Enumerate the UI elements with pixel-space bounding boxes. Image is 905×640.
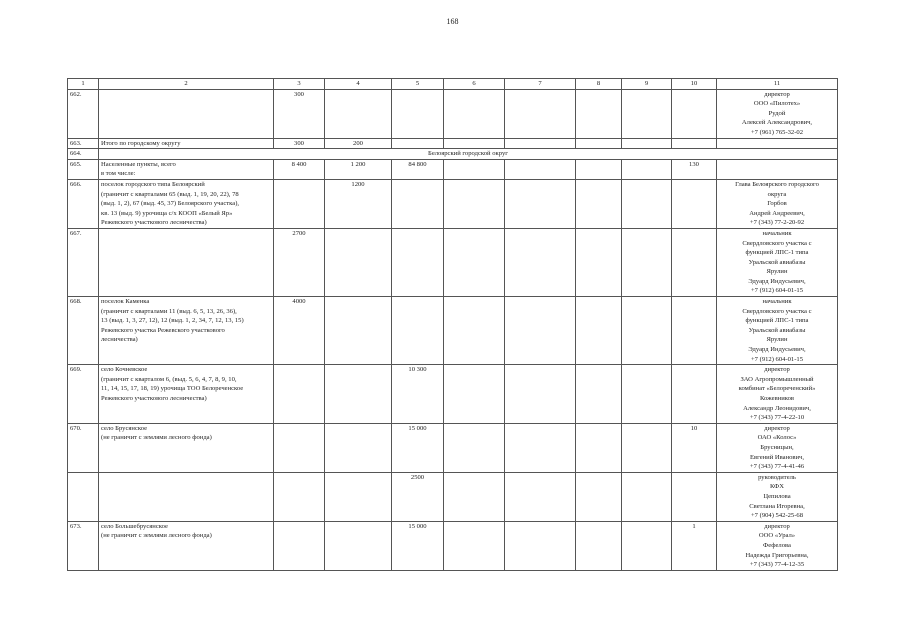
col-6-value (444, 472, 505, 521)
responsible-contact (717, 228, 838, 296)
col-10-value: 1 (672, 521, 717, 570)
col-10-value (672, 228, 717, 296)
col-10-value (672, 138, 717, 149)
settlement-name (99, 423, 274, 472)
contact-line: директор (764, 366, 790, 374)
col-4-value: 200 (325, 138, 392, 149)
row-number: 673. (68, 521, 99, 570)
col-8-value (576, 138, 622, 149)
col-9-value (622, 228, 672, 296)
contact-line: Ярулин (766, 268, 788, 276)
settlement-name-line: Населенные пункты, всего (101, 160, 176, 168)
col-3-value: 300 (274, 89, 325, 138)
col-3-value: 2700 (274, 228, 325, 296)
header-cell: 10 (672, 79, 717, 90)
responsible-contact (717, 179, 838, 228)
settlement-name (99, 297, 274, 365)
row-number: 670. (68, 423, 99, 472)
header-cell: 7 (505, 79, 576, 90)
contact-line: округа (767, 190, 787, 198)
row-number: 668. (68, 297, 99, 365)
settlement-name-line: Режевского участкового лесничества) (101, 219, 207, 227)
table-row (68, 89, 838, 138)
settlement-name-line: (граничит с кварталами 65 (выд. 1, 19, 20, 22), 78 (101, 190, 239, 198)
col-6-value (444, 159, 505, 179)
contact-line: КФХ (769, 483, 785, 491)
contact-line: Светлана Игоревна, (749, 502, 805, 510)
settlement-name (99, 228, 274, 296)
col-9-value (622, 365, 672, 424)
header-cell: 6 (444, 79, 505, 90)
row-number: 662. (68, 89, 99, 138)
settlement-name (99, 179, 274, 228)
settlement-name-line: село Брусянское (101, 424, 148, 432)
row-number: 665. (68, 159, 99, 179)
col-4-value (325, 89, 392, 138)
contact-line: функцией ЛПС-1 типа (745, 249, 809, 257)
header-cell: 9 (622, 79, 672, 90)
col-9-value (622, 138, 672, 149)
contact-line: +7 (904) 542-25-68 (750, 512, 804, 520)
contact-line: комбинат «Белореченский» (738, 385, 816, 393)
col-9-value (622, 179, 672, 228)
row-number: 664. (68, 149, 99, 160)
col-4-value (325, 228, 392, 296)
settlement-name (99, 472, 274, 521)
col-10-value: 130 (672, 159, 717, 179)
responsible-contact (717, 138, 838, 149)
row-number (68, 472, 99, 521)
row-number: 663. (68, 138, 99, 149)
col-3-value (274, 521, 325, 570)
col-7-value (505, 472, 576, 521)
col-9-value (622, 472, 672, 521)
col-5-value (392, 297, 444, 365)
col-6-value (444, 423, 505, 472)
col-6-value (444, 521, 505, 570)
col-3-value (274, 365, 325, 424)
col-6-value (444, 138, 505, 149)
col-3-value: 4000 (274, 297, 325, 365)
settlement-name-line: поселок Каменка (101, 298, 150, 306)
contact-line: Александр Леонидович, (743, 404, 811, 412)
col-4-value (325, 423, 392, 472)
contact-line: +7 (343) 77-2-20-92 (749, 219, 805, 227)
row-number: 666. (68, 179, 99, 228)
col-5-value: 15 000 (392, 423, 444, 472)
contact-line: начальник (762, 229, 792, 237)
row-number: 669. (68, 365, 99, 424)
responsible-contact (717, 423, 838, 472)
col-4-value (325, 365, 392, 424)
col-5-value: 84 800 (392, 159, 444, 179)
responsible-contact (717, 89, 838, 138)
settlement-name-line: (граничит с кварталом 6, (выд. 5, 6, 4, 7, 8, 9, 10, (101, 375, 237, 383)
col-5-value: 2500 (392, 472, 444, 521)
col-8-value (576, 472, 622, 521)
header-cell: 11 (717, 79, 838, 90)
table-header-row (68, 79, 838, 90)
responsible-contact (717, 365, 838, 424)
table-row (68, 297, 838, 365)
contact-line: ООО «Пилотех» (753, 100, 801, 108)
col-4-value (325, 521, 392, 570)
col-9-value (622, 423, 672, 472)
settlement-name-line: поселок городского типа Белоярский (101, 180, 205, 188)
col-4-value (325, 297, 392, 365)
col-4-value (325, 472, 392, 521)
responsible-contact (717, 159, 838, 179)
table-row (68, 423, 838, 472)
responsible-contact (717, 521, 838, 570)
table-row (68, 521, 838, 570)
contact-line: +7 (912) 604-01-15 (750, 355, 804, 363)
settlement-name-line: Режевского участка Режевского участкового (101, 326, 225, 334)
col-7-value (505, 365, 576, 424)
settlement-name-line: Итого по городскому округу (101, 139, 181, 147)
col-5-value: 15 000 (392, 521, 444, 570)
contact-line: Брусницын, (760, 443, 794, 451)
col-3-value (274, 423, 325, 472)
settlement-name-line: (не граничит с землями лесного фонда) (101, 434, 212, 442)
col-5-value (392, 228, 444, 296)
contact-line: +7 (912) 604-01-15 (750, 287, 804, 295)
settlement-name-line: 11, 14, 15, 17, 18, 19) урочища ТОО Белореченское (101, 385, 244, 393)
col-7-value (505, 138, 576, 149)
contact-line: Уральской авиабазы (748, 258, 806, 266)
contact-line: Глава Белоярского городского (735, 180, 819, 188)
col-7-value (505, 521, 576, 570)
col-9-value (622, 89, 672, 138)
contact-line: Свердловского участка с (742, 307, 812, 315)
settlement-name (99, 365, 274, 424)
section-title: Белоярский городской округ (99, 149, 838, 160)
contact-line: +7 (343) 77-4-22-10 (749, 414, 805, 422)
col-7-value (505, 228, 576, 296)
responsible-contact (717, 472, 838, 521)
contact-line: +7 (961) 765-32-02 (750, 128, 804, 136)
col-10-value (672, 365, 717, 424)
col-9-value (622, 159, 672, 179)
settlement-name-line: (граничит с кварталами 11 (выд. 6, 5, 13, 26, 36), (101, 307, 237, 315)
col-8-value (576, 521, 622, 570)
settlement-name-line: Режевского участкового лесничества) (101, 395, 207, 402)
contact-line: Цепилова (763, 492, 791, 500)
settlement-name-line: кв. 13 (выд. 9) урочища с/х КООП «Белый Яр» (101, 209, 233, 217)
contact-line: ОАО «Колос» (757, 434, 797, 442)
contact-line: Евгений Иванович, (749, 453, 805, 461)
col-5-value (392, 138, 444, 149)
col-10-value (672, 89, 717, 138)
col-7-value (505, 89, 576, 138)
contact-line: Свердловского участка с (742, 239, 812, 247)
col-5-value (392, 179, 444, 228)
contact-line: Андрей Андреевич, (749, 209, 805, 217)
settlement-name-line: (выд. 1, 2), 67 (выд. 45, 37) Белоярского участка), (101, 200, 240, 208)
contact-line: +7 (343) 77-4-41-46 (749, 463, 805, 471)
col-8-value (576, 297, 622, 365)
col-7-value (505, 179, 576, 228)
header-cell: 2 (99, 79, 274, 90)
col-5-value (392, 89, 444, 138)
data-table (67, 78, 838, 571)
settlement-name-line: (не граничит с землями лесного фонда) (101, 532, 212, 540)
settlement-name-line: село Большебрусянское (101, 522, 168, 530)
col-4-value: 1 200 (325, 159, 392, 179)
header-cell: 5 (392, 79, 444, 90)
table-row (68, 228, 838, 296)
col-8-value (576, 365, 622, 424)
col-8-value (576, 159, 622, 179)
contact-line: +7 (343) 77-4-12-35 (749, 561, 805, 569)
contact-line: Эдуард Индусьевич, (748, 346, 806, 354)
col-6-value (444, 179, 505, 228)
table-row (68, 472, 838, 521)
table-row (68, 365, 838, 424)
settlement-name-line: лесничества) (101, 336, 138, 344)
settlement-name (99, 521, 274, 570)
contact-line: ЗАО Агропромышленный (740, 375, 814, 383)
col-9-value (622, 297, 672, 365)
col-10-value (672, 472, 717, 521)
contact-line: Надежда Григорьевна, (745, 551, 809, 559)
col-9-value (622, 521, 672, 570)
contact-line: функцией ЛПС-1 типа (745, 317, 809, 325)
col-10-value: 10 (672, 423, 717, 472)
settlement-name (99, 159, 274, 179)
contact-line: Горбов (767, 200, 787, 208)
contact-line: Рудой (768, 109, 786, 117)
contact-line: начальник (762, 298, 792, 306)
responsible-contact (717, 297, 838, 365)
col-3-value: 300 (274, 138, 325, 149)
settlement-name-line: в том числе: (101, 170, 136, 178)
header-cell: 4 (325, 79, 392, 90)
table-row (68, 159, 838, 179)
header-cell: 1 (68, 79, 99, 90)
contact-line: руководитель (758, 473, 796, 481)
col-7-value (505, 297, 576, 365)
row-number: 667. (68, 228, 99, 296)
header-cell: 3 (274, 79, 325, 90)
settlement-name-line: село Кочневское (101, 366, 148, 374)
col-6-value (444, 89, 505, 138)
table-row (68, 179, 838, 228)
settlement-name (99, 138, 274, 149)
contact-line: директор (764, 424, 790, 432)
contact-line: Ярулин (766, 336, 788, 344)
col-8-value (576, 89, 622, 138)
col-6-value (444, 297, 505, 365)
col-3-value: 8 400 (274, 159, 325, 179)
settlement-name (99, 89, 274, 138)
col-10-value (672, 179, 717, 228)
col-8-value (576, 423, 622, 472)
header-cell: 8 (576, 79, 622, 90)
col-5-value: 10 300 (392, 365, 444, 424)
contact-line: Фефелова (763, 541, 791, 549)
contact-line: Эдуард Индусьевич, (748, 277, 806, 285)
col-10-value (672, 297, 717, 365)
table-row (68, 138, 838, 149)
col-4-value: 1200 (325, 179, 392, 228)
col-3-value (274, 472, 325, 521)
col-6-value (444, 228, 505, 296)
contact-line: директор (764, 522, 790, 530)
contact-line: Алексей Александрович, (741, 119, 813, 127)
contact-line: Уральской авиабазы (748, 326, 806, 334)
col-3-value (274, 179, 325, 228)
contact-line: ООО «Урал» (758, 532, 796, 540)
col-8-value (576, 179, 622, 228)
col-7-value (505, 159, 576, 179)
col-6-value (444, 365, 505, 424)
contact-line: директор (764, 90, 790, 98)
col-7-value (505, 423, 576, 472)
table-row (68, 149, 838, 160)
col-8-value (576, 228, 622, 296)
page-number: 168 (446, 17, 459, 26)
settlement-name-line: 13 (выд. 1, 3, 27, 12), 12 (выд. 1, 2, 34, 7, 12, 13, 15) (101, 317, 244, 325)
contact-line: Кожевников (759, 395, 795, 402)
